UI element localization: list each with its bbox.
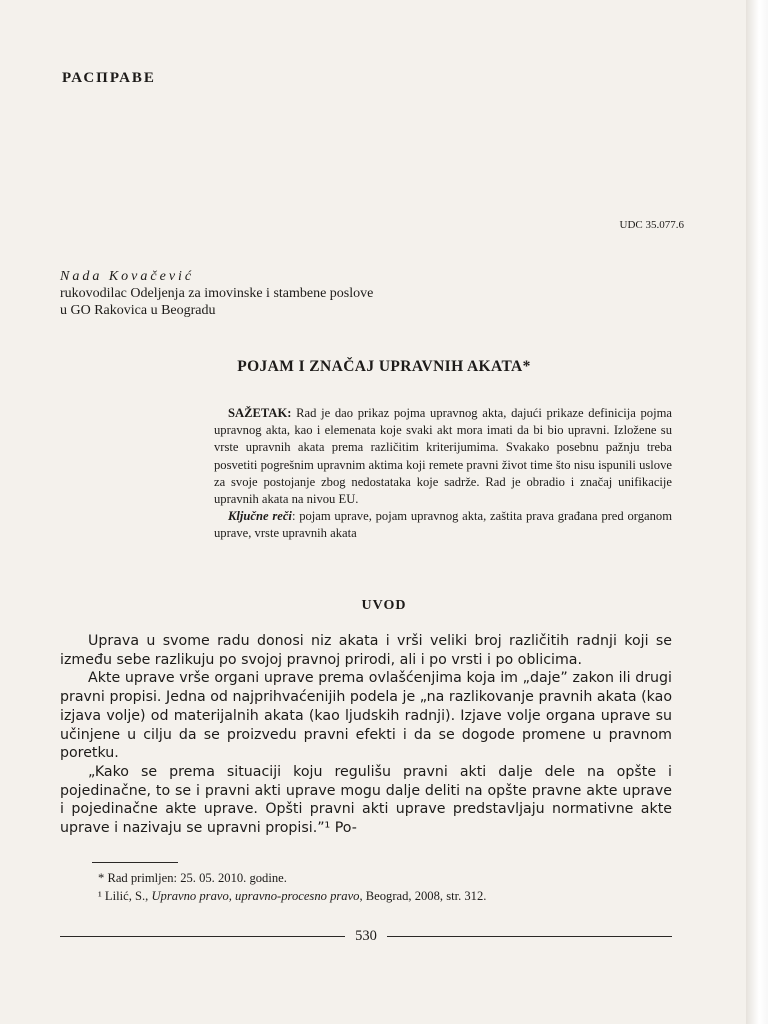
keywords-text: : pojam uprave, pojam upravnog akta, zaštita prava građana pred organom uprave, vrste upravnih akata <box>214 509 672 541</box>
page-number: 530 <box>355 928 377 944</box>
footer-rule-left <box>60 936 345 937</box>
abstract-text: Rad je dao prikaz pojma upravnog akta, dajući prikaze definicija pojma upravnog akta, kao i elemenata koje svaki akt mora imati da bi bio upravni. Izložene su vrste upravnih akata prema različitim kriterijumima. Svakako posebnu pažnju treba posvetiti pogrešnim upravnim aktima koji remete pravni život time što nisu ispunili uslove za svoje postojanje zbog nedostataka koje sadrže. Rad je obradio i značaj unifikacije upravnih akata na nivou EU. <box>214 406 672 507</box>
paragraph: „Kako se prema situaciji koju regulišu pravni akti dalje dele na opšte i pojedinačne, to se i pravni akti uprave mogu dalje deliti na opšte pravne akte uprave i pojedinačne akte uprave. Opšti pravni akti uprave predstavljaju normativne akte uprave i nazivaju se upravni propisi.”¹ Po- <box>60 763 672 837</box>
author-role: rukovodilac Odeljenja za imovinske i stambene poslove <box>60 286 374 301</box>
keywords-label: Ključne reči <box>228 509 292 524</box>
author-name: Nada Kovačević <box>60 269 195 284</box>
footnotes <box>98 869 486 905</box>
body-text <box>60 632 672 838</box>
paragraph: Uprava u svome radu donosi niz akata i vrši veliki broj različitih radnji koji se između sebe razlikuju po svojoj pravnoj prirodi, ali i po vrsti i po oblicima. <box>60 633 672 668</box>
footnote-received: * Rad primljen: 25. 05. 2010. godine. <box>98 871 287 885</box>
article-title: POJAM I ZNAČAJ UPRAVNIH AKATA* <box>237 358 531 375</box>
footnote-citation: ¹ Lilić, S., Upravno pravo, upravno-procesno pravo, Beograd, 2008, str. 312. <box>98 889 487 903</box>
footnote-separator <box>92 862 178 863</box>
abstract-label: SAŽETAK: <box>228 406 292 420</box>
paragraph: Akte uprave vrše organi uprave prema ovlašćenjima koja im „daje” zakon ili drugi pravni propisi. Jedna od najprihvaćenijih podela je „na razlikovanje pravnih akata (kao izjava volje) od materijalnih akata (kao ljudskih radnji). Izjave volje organa uprave su učinjene u cilju da se proizvedu pravni efekti i da se dogode promene u pravnom poretku. <box>60 670 672 762</box>
citation-title: Upravno pravo, upravno-procesno pravo <box>151 889 360 903</box>
page-edge <box>746 0 768 1024</box>
author-block <box>60 268 373 319</box>
author-affiliation: u GO Rakovica u Beogradu <box>60 303 216 318</box>
abstract <box>214 405 672 543</box>
udc-code: UDC 35.077.6 <box>619 219 684 231</box>
intro-heading: UVOD <box>361 598 407 613</box>
footer-rule-right <box>387 936 672 937</box>
page-footer <box>60 928 672 945</box>
section-header: РАСПРАВЕ <box>62 70 156 86</box>
